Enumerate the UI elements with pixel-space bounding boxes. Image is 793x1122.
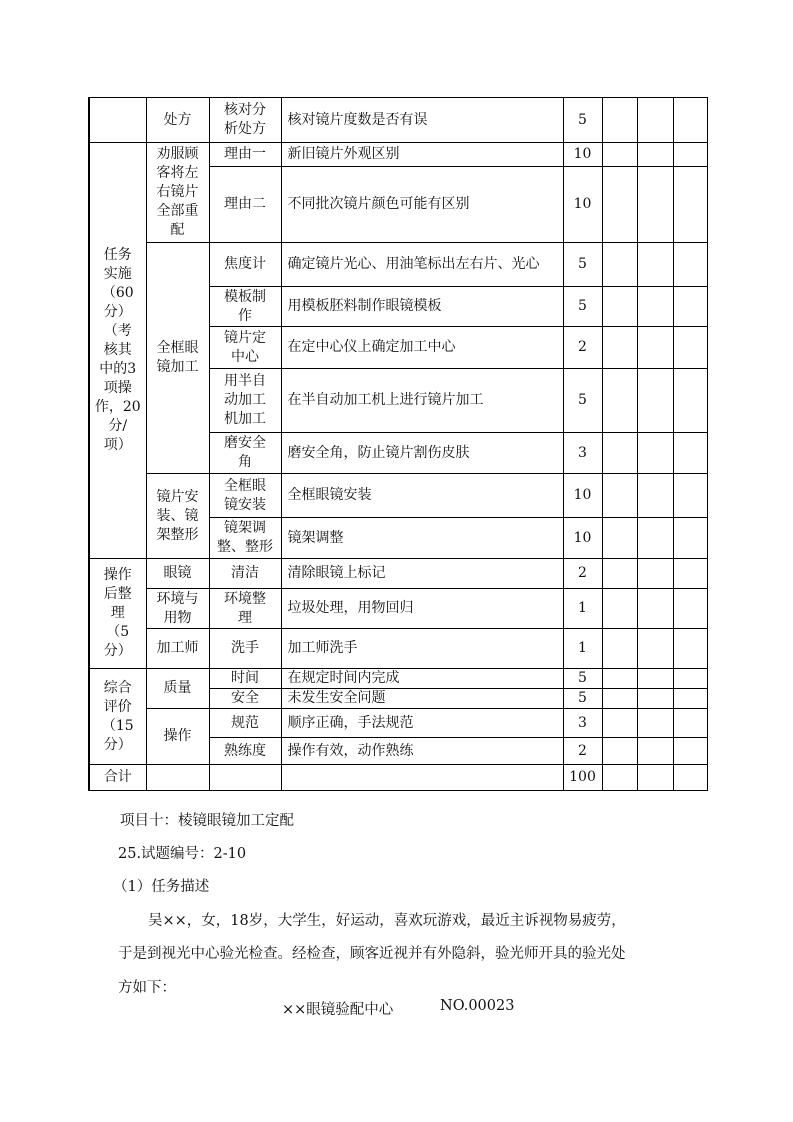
empty-cell: [673, 167, 707, 243]
empty-cell: [637, 287, 673, 327]
empty-cell: [637, 589, 673, 629]
category-cell: 综合 评价 （15 分）: [89, 669, 146, 765]
empty-cell: [602, 474, 637, 518]
empty-cell: [637, 738, 673, 765]
table-row: [89, 589, 707, 629]
empty-cell: [602, 327, 637, 369]
score-cell: 5: [563, 287, 602, 327]
empty-cell: [602, 738, 637, 765]
empty-cell: [637, 669, 673, 689]
cell: 全框眼 镜安装: [209, 474, 281, 518]
subcategory-cell: 操作: [146, 709, 209, 765]
cell: [89, 98, 146, 143]
table-row: [89, 765, 707, 791]
score-table: [88, 97, 708, 791]
cell: 未发生安全问题: [281, 689, 563, 709]
score-cell: 2: [563, 738, 602, 765]
cell: 用模板胚料制作眼镜模板: [281, 287, 563, 327]
cell: 加工师: [146, 629, 209, 669]
empty-cell: [637, 327, 673, 369]
empty-cell: [637, 559, 673, 589]
cell: 焦度计: [209, 243, 281, 287]
cell: 顺序正确，手法规范: [281, 709, 563, 738]
cell: 镜架调整: [281, 518, 563, 559]
empty-cell: [146, 765, 209, 791]
table-row: [89, 143, 707, 167]
cell: 时间: [209, 669, 281, 689]
empty-cell: [602, 167, 637, 243]
table-row: [89, 669, 707, 689]
empty-cell: [637, 167, 673, 243]
cell: 磨安全 角: [209, 433, 281, 474]
empty-cell: [602, 629, 637, 669]
cell: 安全: [209, 689, 281, 709]
empty-cell: [602, 559, 637, 589]
paragraph-line: 吴××，女，18岁，大学生，好运动，喜欢玩游戏，最近主诉视物易疲劳，: [148, 913, 626, 929]
paragraph-line: 方如下：: [118, 980, 176, 996]
cell: 清洁: [209, 559, 281, 589]
score-cell: 1: [563, 629, 602, 669]
cell: 核对分 析处方: [209, 98, 281, 143]
table-row: [89, 629, 707, 669]
empty-cell: [673, 689, 707, 709]
score-cell: 10: [563, 474, 602, 518]
empty-cell: [673, 629, 707, 669]
empty-cell: [637, 369, 673, 433]
cell: 清除眼镜上标记: [281, 559, 563, 589]
score-cell: 5: [563, 369, 602, 433]
question-code: 25.试题编号：2-10: [118, 846, 247, 862]
score-cell: 2: [563, 559, 602, 589]
empty-cell: [673, 518, 707, 559]
section-heading: （1）任务描述: [113, 879, 210, 895]
table-row: [89, 474, 707, 518]
center-name: ××眼镜验配中心: [282, 1002, 394, 1018]
subcategory-cell: 质量: [146, 669, 209, 709]
table-row: [89, 709, 707, 738]
empty-cell: [602, 143, 637, 167]
score-cell: 5: [563, 689, 602, 709]
empty-cell: [602, 518, 637, 559]
prescription-number: NO.00023: [440, 998, 515, 1014]
empty-cell: [673, 433, 707, 474]
score-cell: 10: [563, 167, 602, 243]
cell: 模板制 作: [209, 287, 281, 327]
subcategory-cell: 镜片安 装、镜 架整形: [146, 474, 209, 559]
empty-cell: [602, 369, 637, 433]
empty-cell: [673, 765, 707, 791]
empty-cell: [673, 243, 707, 287]
cell: 镜片定 中心: [209, 327, 281, 369]
empty-cell: [673, 98, 707, 143]
cell: 规范: [209, 709, 281, 738]
empty-cell: [673, 474, 707, 518]
empty-cell: [673, 287, 707, 327]
empty-cell: [637, 98, 673, 143]
score-cell: 3: [563, 709, 602, 738]
paragraph-line: 于是到视光中心验光检查。经检查，顾客近视并有外隐斜，验光师开具的验光处: [118, 946, 626, 962]
score-cell: 2: [563, 327, 602, 369]
empty-cell: [637, 689, 673, 709]
table-row: [89, 559, 707, 589]
cell: 全框眼镜安装: [281, 474, 563, 518]
empty-cell: [637, 474, 673, 518]
empty-cell: [602, 98, 637, 143]
cell: 处方: [146, 98, 209, 143]
table-row: [89, 98, 707, 143]
score-cell: 5: [563, 669, 602, 689]
empty-cell: [673, 709, 707, 738]
empty-cell: [602, 589, 637, 629]
cell: 垃圾处理，用物回归: [281, 589, 563, 629]
cell: 不同批次镜片颜色可能有区别: [281, 167, 563, 243]
cell: 眼镜: [146, 559, 209, 589]
cell: 理由一: [209, 143, 281, 167]
cell: 熟练度: [209, 738, 281, 765]
cell: 在定中心仪上确定加工中心: [281, 327, 563, 369]
empty-cell: [673, 738, 707, 765]
empty-cell: [602, 765, 637, 791]
cell: 加工师洗手: [281, 629, 563, 669]
empty-cell: [602, 689, 637, 709]
cell: 新旧镜片外观区别: [281, 143, 563, 167]
table-row: [89, 243, 707, 287]
cell: 在规定时间内完成: [281, 669, 563, 689]
empty-cell: [637, 433, 673, 474]
subcategory-cell: 劝服顾 客将左 右镜片 全部重 配: [146, 143, 209, 243]
score-cell: 1: [563, 589, 602, 629]
empty-cell: [673, 369, 707, 433]
empty-cell: [637, 243, 673, 287]
cell: 磨安全角，防止镜片割伤皮肤: [281, 433, 563, 474]
empty-cell: [637, 765, 673, 791]
empty-cell: [281, 765, 563, 791]
project-title: 项目十：棱镜眼镜加工定配: [120, 813, 294, 829]
cell: 环境与 用物: [146, 589, 209, 629]
cell: 理由二: [209, 167, 281, 243]
cell: 确定镜片光心、用油笔标出左右片、光心: [281, 243, 563, 287]
empty-cell: [209, 765, 281, 791]
empty-cell: [673, 143, 707, 167]
empty-cell: [673, 669, 707, 689]
score-cell: 5: [563, 98, 602, 143]
cell: 洗手: [209, 629, 281, 669]
total-score: 100: [563, 765, 602, 791]
empty-cell: [602, 669, 637, 689]
category-cell: 操作 后整 理 （5 分）: [89, 559, 146, 669]
score-cell: 10: [563, 518, 602, 559]
empty-cell: [673, 559, 707, 589]
cell: 镜架调 整、整形: [209, 518, 281, 559]
empty-cell: [637, 143, 673, 167]
score-cell: 5: [563, 243, 602, 287]
empty-cell: [637, 629, 673, 669]
empty-cell: [673, 327, 707, 369]
empty-cell: [637, 518, 673, 559]
cell: 环境整 理: [209, 589, 281, 629]
empty-cell: [673, 589, 707, 629]
empty-cell: [602, 243, 637, 287]
empty-cell: [637, 709, 673, 738]
score-cell: 3: [563, 433, 602, 474]
score-cell: 10: [563, 143, 602, 167]
empty-cell: [602, 433, 637, 474]
subcategory-cell: 全框眼 镜加工: [146, 243, 209, 474]
cell: 在半自动加工机上进行镜片加工: [281, 369, 563, 433]
cell: 操作有效，动作熟练: [281, 738, 563, 765]
empty-cell: [602, 287, 637, 327]
empty-cell: [602, 709, 637, 738]
total-label: 合计: [89, 765, 146, 791]
cell: 用半自 动加工 机加工: [209, 369, 281, 433]
cell: 核对镜片度数是否有误: [281, 98, 563, 143]
category-cell: 任务 实施 （60 分） （考 核其 中的3 项操 作，20 分/ 项）: [89, 143, 146, 559]
